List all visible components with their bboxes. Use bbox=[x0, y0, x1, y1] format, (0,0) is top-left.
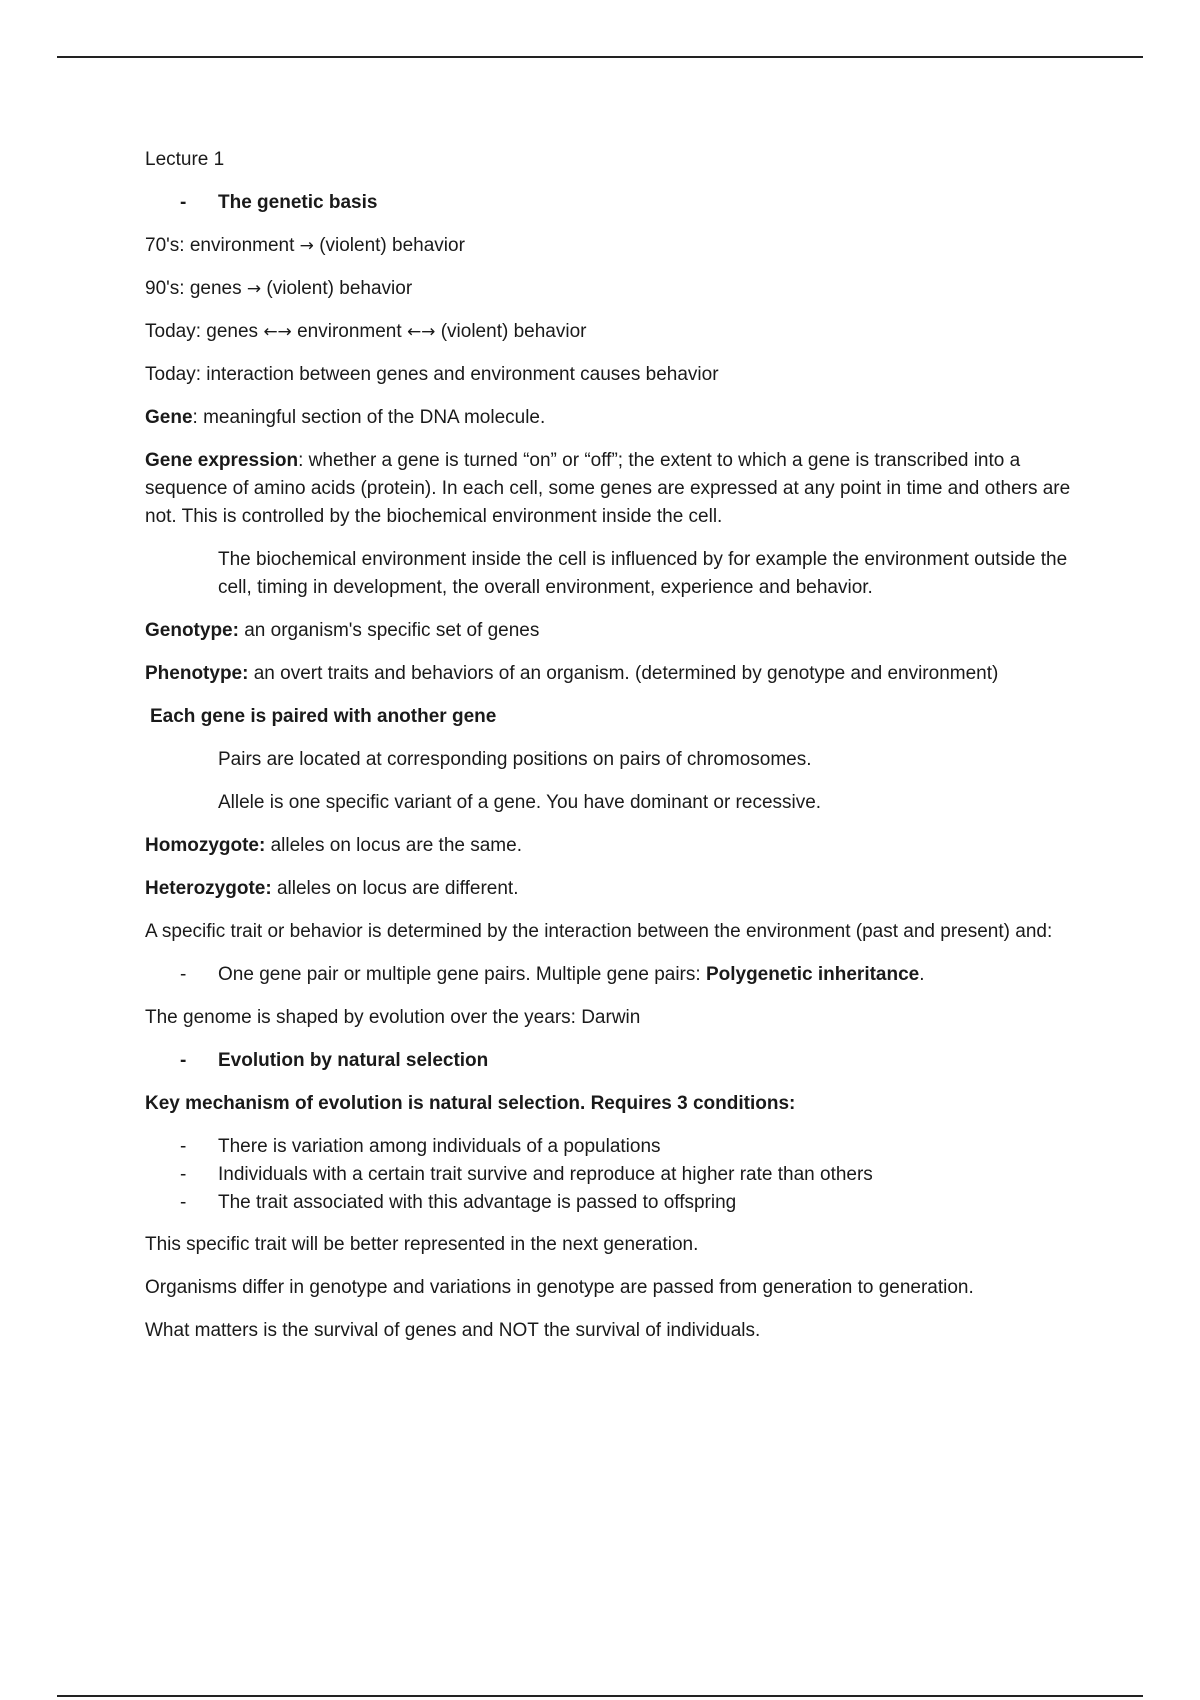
bullet-dash: - bbox=[180, 1050, 187, 1071]
specific-trait-paragraph: A specific trait or behavior is determined by the interaction between the environment (past and present) and: bbox=[145, 921, 1053, 942]
line-70s bbox=[145, 232, 1085, 260]
paired-heading: Each gene is paired with another gene bbox=[150, 706, 497, 727]
conditions-list bbox=[145, 1133, 1085, 1217]
what-matters: What matters is the survival of genes and NOT the survival of individuals. bbox=[145, 1320, 761, 1341]
definition: alleles on locus are different. bbox=[271, 878, 519, 899]
today-interaction: Today: interaction between genes and environment causes behavior bbox=[145, 364, 719, 385]
term: Genotype: bbox=[145, 620, 239, 641]
organisms-paragraph: Organisms differ in genotype and variations in genotype are passed from generation to generation. bbox=[145, 1277, 974, 1298]
bullet-bold: Polygenetic inheritance bbox=[705, 964, 920, 985]
gene-expression-definition bbox=[145, 447, 1085, 531]
polygenetic-bullet bbox=[145, 961, 1085, 989]
heading-text: Evolution by natural selection bbox=[218, 1050, 489, 1071]
line-70s-post: (violent) behavior bbox=[319, 235, 465, 256]
key-mechanism: Key mechanism of evolution is natural selection. Requires 3 conditions: bbox=[145, 1093, 796, 1114]
list-item-text: Individuals with a certain trait survive and reproduce at higher rate than others bbox=[218, 1164, 873, 1185]
line-today-post: (violent) behavior bbox=[440, 321, 587, 342]
line-today-mid: environment bbox=[297, 321, 402, 342]
bullet-dash: - bbox=[180, 192, 187, 213]
heterozygote-definition bbox=[145, 875, 1085, 903]
heading-genetic-basis bbox=[145, 189, 1085, 217]
list-item bbox=[145, 1161, 1085, 1189]
definition: an organism's specific set of genes bbox=[238, 620, 540, 641]
line-today-pre: Today: genes bbox=[145, 321, 259, 342]
definition: an overt traits and behaviors of an organism. (determined by genotype and environment) bbox=[248, 663, 999, 684]
genotype-definition bbox=[145, 617, 1085, 645]
line-90s bbox=[145, 275, 1085, 303]
phenotype-definition bbox=[145, 660, 1085, 688]
bullet-dash: - bbox=[180, 1136, 187, 1157]
gene-definition bbox=[145, 404, 1085, 432]
header-rule bbox=[57, 56, 1143, 58]
list-item bbox=[145, 1189, 1085, 1217]
list-item bbox=[145, 1133, 1085, 1161]
footer-rule bbox=[57, 1695, 1143, 1697]
definition: alleles on locus are the same. bbox=[265, 835, 522, 856]
line-70s-pre: 70's: environment bbox=[145, 235, 295, 256]
bullet-dash: - bbox=[180, 1192, 187, 1213]
list-item-text: There is variation among individuals of a populations bbox=[218, 1136, 661, 1157]
allele-text: Allele is one specific variant of a gene. You have dominant or recessive. bbox=[218, 792, 822, 813]
document-body bbox=[145, 146, 1085, 1360]
definition: : meaningful section of the DNA molecule. bbox=[192, 407, 546, 428]
term: Gene bbox=[145, 407, 193, 428]
lecture-title: Lecture 1 bbox=[145, 149, 225, 170]
line-90s-post: (violent) behavior bbox=[266, 278, 413, 299]
arrow-icon: → bbox=[299, 236, 314, 256]
bullet-text: One gene pair or multiple gene pairs. Multiple gene pairs: bbox=[218, 964, 706, 985]
pairs-text: Pairs are located at corresponding positions on pairs of chromosomes. bbox=[218, 749, 812, 770]
heading-text: The genetic basis bbox=[218, 192, 378, 213]
term: Homozygote: bbox=[145, 835, 266, 856]
term: Gene expression bbox=[145, 450, 299, 471]
bullet-dash: - bbox=[180, 1164, 187, 1185]
list-item-text: The trait associated with this advantage is passed to offspring bbox=[218, 1192, 737, 1213]
heading-evolution bbox=[145, 1047, 1085, 1075]
homozygote-definition bbox=[145, 832, 1085, 860]
term: Heterozygote: bbox=[145, 878, 272, 899]
biochem-paragraph: The biochemical environment inside the cell is influenced by for example the environment outside the cell, timing in development, the overall environment, experience and behavior. bbox=[218, 549, 1068, 598]
double-arrow-icon: ←→ bbox=[406, 322, 436, 342]
genome-paragraph: The genome is shaped by evolution over the years: Darwin bbox=[145, 1007, 641, 1028]
line-90s-pre: 90's: genes bbox=[145, 278, 242, 299]
next-generation: This specific trait will be better represented in the next generation. bbox=[145, 1234, 699, 1255]
bullet-end: . bbox=[919, 964, 925, 985]
line-today bbox=[145, 318, 1085, 346]
bullet-dash: - bbox=[180, 964, 187, 985]
definition: : whether a gene is turned “on” or “off”; the extent to which a gene is transcribed into a sequence of amino acids (protein). In each cell, some genes are expressed at any point in time and others are not. This is controlled by the biochemical environment inside the cell. bbox=[145, 450, 1071, 527]
term: Phenotype: bbox=[145, 663, 249, 684]
double-arrow-icon: ←→ bbox=[263, 322, 292, 342]
arrow-icon: → bbox=[246, 279, 262, 299]
